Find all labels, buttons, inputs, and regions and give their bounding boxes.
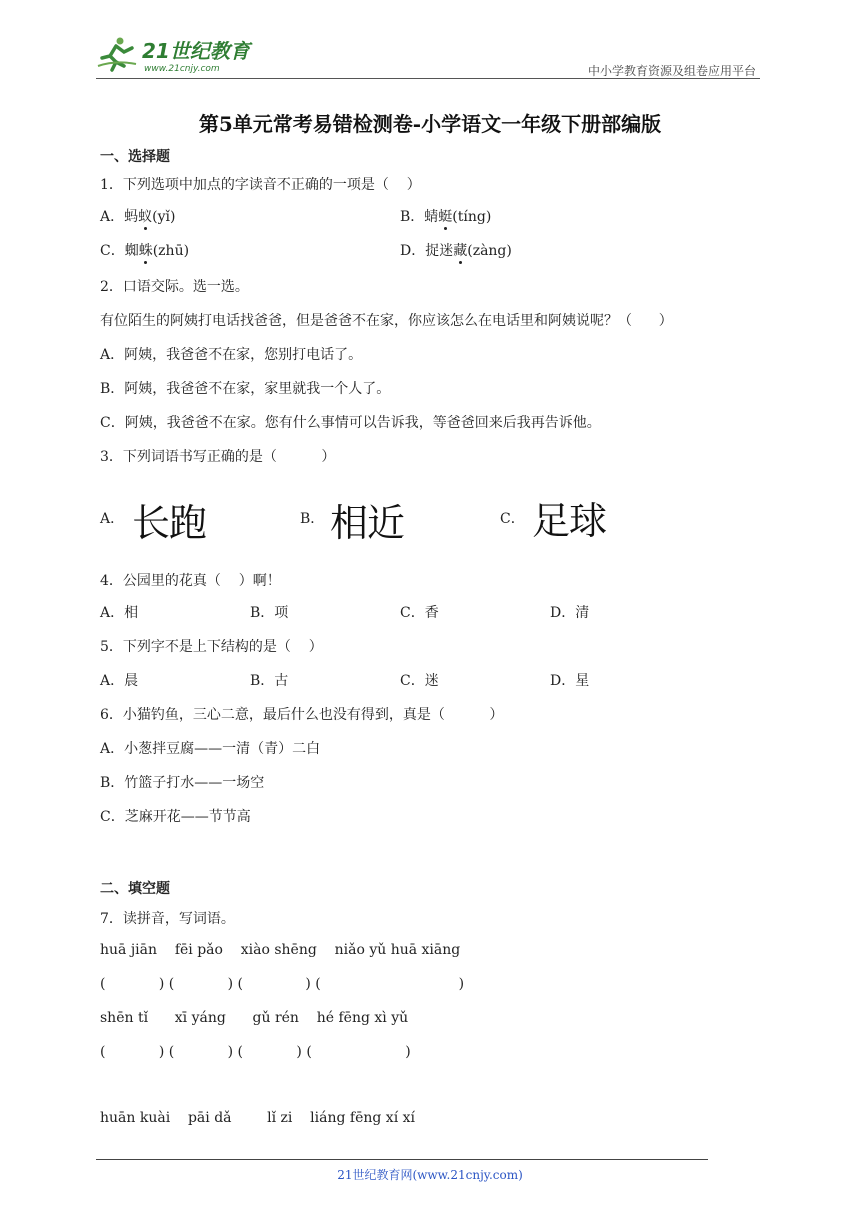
question-6-option-c: C．芝麻开花——节节高 (100, 809, 251, 825)
question-2-stem: 2．口语交际。选一选。 (100, 279, 249, 295)
question-3-option-a-handwriting: 长跑 (132, 501, 207, 545)
question-4-option-c: C．香 (400, 605, 439, 621)
site-logo (96, 36, 256, 76)
question-2-option-c: C．阿姨，我爸爸不在家。您有什么事情可以告诉我，等爸爸回来后我再告诉他。 (100, 415, 601, 431)
header-platform-text: 中小学教育资源及组卷应用平台 (587, 64, 756, 78)
question-4-option-d: D．清 (550, 605, 590, 621)
section-heading-choice: 一、选择题 (100, 149, 170, 165)
question-7-blanks-row-1: ( ) ( ) ( ) ( ) (100, 976, 465, 992)
question-5-option-a: A．晨 (100, 673, 139, 689)
question-3-option-c-label: C． (500, 511, 525, 527)
question-5-stem: 5．下列字不是上下结构的是（ ） (100, 639, 323, 655)
question-4-option-b: B．项 (250, 605, 289, 621)
question-2-option-b: B．阿姨，我爸爸不在家，家里就我一个人了。 (100, 381, 391, 397)
svg-text:21世纪教育: 21世纪教育 (142, 39, 250, 63)
question-3-option-a-label: A． (100, 511, 125, 527)
footer-link[interactable]: 21世纪教育网(www.21cnjy.com) (337, 1168, 523, 1182)
question-4-stem: 4．公园里的花真（ ）啊！ (100, 573, 281, 589)
question-4-option-a: A．相 (100, 605, 139, 621)
question-1-stem: 1．下列选项中加点的字读音不正确的一项是（ ） (100, 177, 421, 193)
question-5-option-b: B．古 (250, 673, 289, 689)
question-6-option-b: B．竹篮子打水——一场空 (100, 775, 265, 791)
question-1-option-a: A．蚂蚁(yǐ) (100, 206, 175, 226)
question-3-option-b-handwriting: 相近 (330, 501, 405, 545)
question-6-stem: 6．小猫钓鱼，三心二意，最后什么也没有得到，真是（ ） (100, 707, 504, 723)
footer-divider (96, 1159, 708, 1160)
question-2-scene: 有位陌生的阿姨打电话找爸爸，但是爸爸不在家，你应该怎么在电话里和阿姨说呢？（ ） (100, 313, 673, 329)
question-2-option-a: A．阿姨，我爸爸不在家，您别打电话了。 (100, 347, 363, 363)
question-6-option-a: A．小葱拌豆腐——一清（青）二白 (100, 741, 321, 757)
question-3-option-b-label: B． (300, 511, 325, 527)
question-3-option-c-handwriting: 足球 (532, 499, 607, 543)
section-heading-fill-in: 二、填空题 (100, 881, 170, 897)
question-7-pinyin-row-2: shēn tǐ xī yáng gǔ rén hé fēng xì yǔ (100, 1010, 409, 1026)
question-7-pinyin-row-1: huā jiān fēi pǎo xiào shēng niǎo yǔ huā xiāng (100, 942, 461, 958)
question-7-pinyin-row-3: huān kuài pāi dǎ lǐ zi liáng fēng xí xí (100, 1110, 415, 1126)
question-7-stem: 7．读拼音，写词语。 (100, 911, 235, 927)
svg-text:www.21cnjy.com: www.21cnjy.com (144, 64, 220, 74)
header-divider (96, 78, 760, 79)
page-title: 第5单元常考易错检测卷-小学语文一年级下册部编版 (198, 112, 662, 136)
question-3-stem: 3．下列词语书写正确的是（ ） (100, 449, 336, 465)
question-5-option-d: D．星 (550, 673, 590, 689)
question-5-option-c: C．迷 (400, 673, 439, 689)
question-1-option-d: D．捉迷藏(zàng) (400, 240, 512, 260)
question-1-option-b: B．蜻蜓(tíng) (400, 206, 491, 226)
runner-logo-icon (96, 36, 256, 76)
question-7-blanks-row-2: ( ) ( ) ( ) ( ) (100, 1044, 411, 1060)
question-1-option-c: C．蜘蛛(zhū) (100, 240, 189, 260)
